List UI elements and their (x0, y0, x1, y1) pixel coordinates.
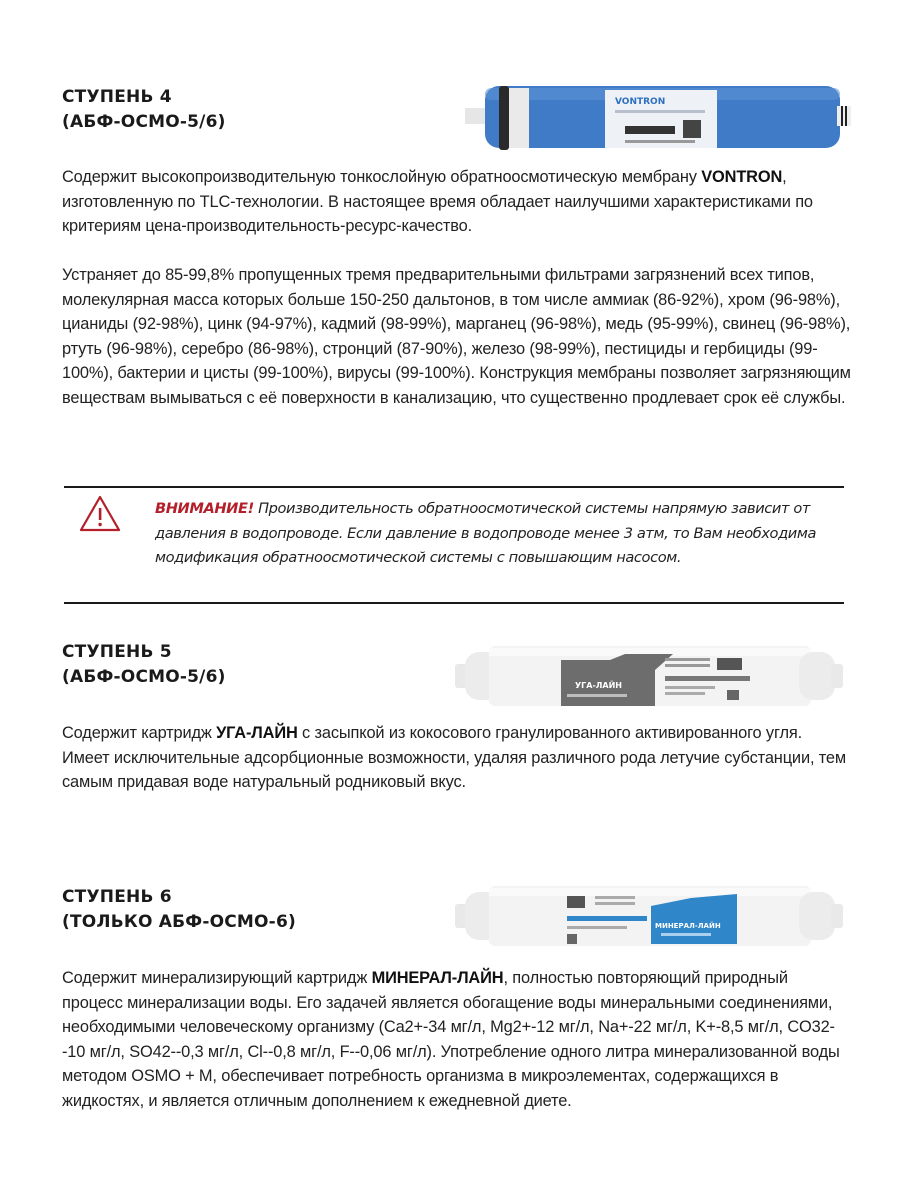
warning-body: Производительность обратноосмотической системы напрямую зависит от давления в водопроводе. Если давление в водопроводе менее 3 атм, то Вам необходима модификация обратноосмотической системы с повышающим насосом. (155, 500, 817, 566)
product-name: МИНЕРАЛ-ЛАЙН (371, 969, 504, 987)
mineral-line-cartridge-image (455, 880, 845, 952)
text-run: , изготовленную по TLC-технологии. В настоящее время обладает наилучшими характеристиками по критериям цена-производительность-ресурс-качество. (62, 168, 813, 236)
stage-4-heading (62, 85, 226, 135)
stage-4-paragraph-1 (62, 165, 852, 239)
uga-line-cartridge-image (455, 640, 845, 712)
text-run: Содержит высокопроизводительную тонкослойную обратноосмотическую мембрану (62, 168, 702, 186)
divider-bottom (64, 602, 844, 604)
vontron-logo-text: VONTRON (615, 97, 666, 107)
stage-6-paragraph (62, 966, 852, 1114)
text-run: Содержит минерализирующий картридж (62, 969, 372, 987)
text-run: с засыпкой из кокосового гранулированного активированного угля. Имеет исключительные адсорбционные возможности, удаляя различного рода летучие субстанции, тем самым придавая воде натуральный родниковый вкус. (62, 724, 847, 792)
text-run: Устраняет до 85-99,8% пропущенных тремя предварительными фильтрами загрязнений всех типов, молекулярная масса которых больше 150-250 дальтонов, в том числе аммиак (86-92%), хром (96-98%), цианиды (92-98%), цинк (94-97%), кадмий (98-99%), марганец (96-98%), медь (95-99%), свинец (96-98%), ртуть (96-98%), серебро (86-98%), стронций (87-90%), железо (98-99%), пестициды и гербициды (99-100%), бактерии и цисты (99-100%), вирусы (99-100%). Конструкция мембраны позволяет загрязняющим веществам вымываться с её поверхности в канализацию, что существенно продлевает срок её службы. (62, 266, 851, 407)
stage-subtitle: (АБФ-ОСМО-5/6) (62, 667, 226, 687)
stage-4-paragraph-2 (62, 263, 852, 411)
stage-subtitle: (АБФ-ОСМО-5/6) (62, 112, 226, 132)
stage-subtitle: (ТОЛЬКО АБФ-ОСМО-6) (62, 912, 296, 932)
stage-title: СТУПЕНЬ 5 (62, 642, 172, 662)
warning-text (155, 497, 845, 571)
mineral-line-label-text: МИНЕРАЛ-ЛАЙН (655, 922, 721, 930)
brand-name: VONTRON (701, 168, 783, 186)
stage-5-paragraph (62, 721, 852, 795)
product-name: УГА-ЛАЙН (216, 724, 298, 742)
text-run: Содержит картридж (62, 724, 217, 742)
text-run: , полностью повторяющий природный процесс минерализации воды. Его задачей является обогащение воды минеральными соединениями, необходимыми человеческому организму (Ca2+-34 мг/л, Mg2+-12 мг/л, Na+-22 мг/л, K+-8,5 мг/л, CO32--10 мг/л, SO42--0,3 мг/л, Cl--0,8 мг/л, F--0,06 мг/л). Употребление одного литра минерализованной воды методом OSMO + M, обеспечивает потребность организма в микроэлементах, содержащихся в жидкостях, и является отличным дополнением к ежедневной диете. (62, 969, 840, 1110)
stage-5-heading (62, 640, 226, 690)
stage-title: СТУПЕНЬ 4 (62, 87, 172, 107)
warning-lead: ВНИМАНИЕ! (155, 500, 254, 517)
warning-triangle-icon (78, 494, 122, 534)
stage-6-heading (62, 885, 296, 935)
vontron-membrane-image (465, 78, 855, 158)
uga-line-label-text: УГА-ЛАЙН (575, 681, 623, 690)
stage-title: СТУПЕНЬ 6 (62, 887, 172, 907)
divider-top (64, 486, 844, 488)
